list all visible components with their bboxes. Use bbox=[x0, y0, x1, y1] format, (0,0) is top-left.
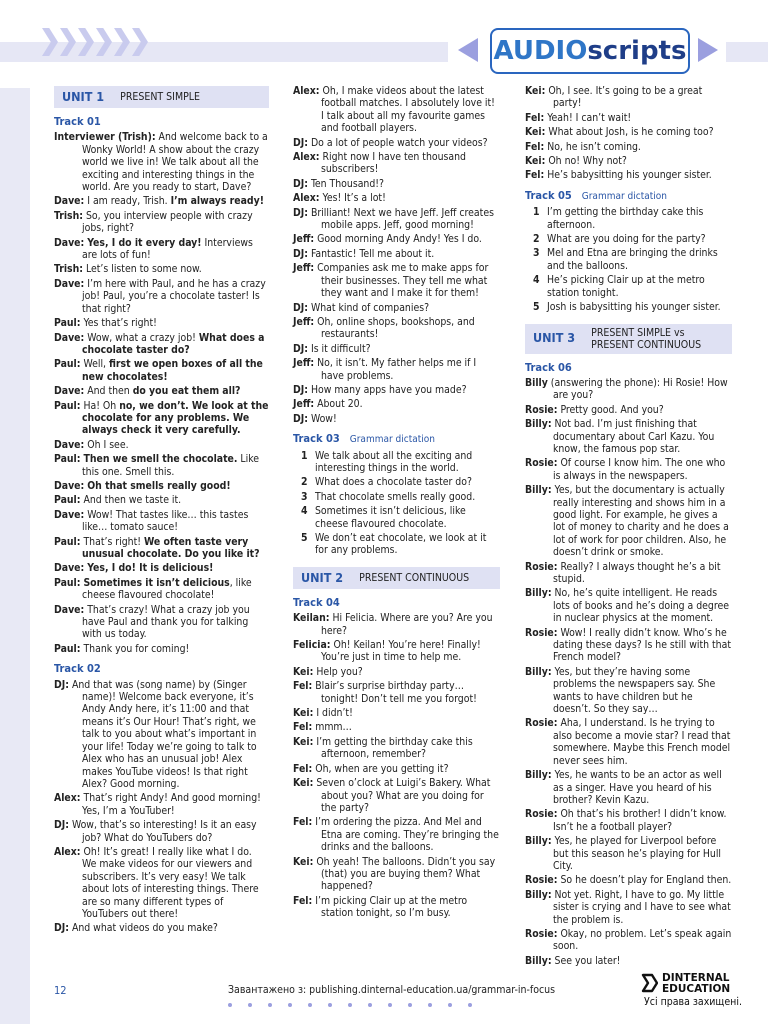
speaker-name: Billy: bbox=[525, 665, 552, 678]
speaker-name: Kei: bbox=[293, 665, 314, 678]
speaker-name: Billy: bbox=[525, 888, 552, 901]
speaker-name: Billy: bbox=[525, 769, 552, 782]
audio-word: AUDIO bbox=[493, 36, 588, 66]
dialogue-line: Fel: Yeah! I can’t wait! bbox=[525, 111, 632, 124]
item-text: Mel and Etna are bringing the drinks and the balloons. bbox=[547, 247, 718, 272]
speaker-name: Dave: bbox=[54, 385, 85, 398]
speaker-name: Paul: bbox=[54, 453, 81, 466]
logo-text bbox=[662, 973, 730, 995]
highlighted-phrase: first we open boxes of all the new chocolates! bbox=[82, 358, 263, 383]
dialogue-line: Billy: See you later! bbox=[525, 954, 621, 967]
dialogue-line: Dave: I am ready, Trish. I’m always ready! bbox=[54, 195, 264, 208]
dialogue-line: Kei: I didn’t! bbox=[293, 707, 353, 720]
track-02-transcript-continued bbox=[293, 85, 500, 425]
dictation-item bbox=[293, 505, 500, 530]
speaker-name: Billy: bbox=[525, 835, 552, 848]
speaker-name: Rosie: bbox=[525, 626, 558, 639]
dialogue-line: DJ: How many apps have you made? bbox=[293, 383, 467, 396]
dialogue-line: DJ: And what videos do you make? bbox=[54, 922, 218, 935]
dialogue-line: Billy: Not bad. I’m just finishing that documentary about Carl Kazu. You know, the famous pop star. bbox=[525, 418, 715, 455]
speaker-name: Paul: bbox=[54, 642, 81, 655]
speaker-name: DJ: bbox=[293, 342, 308, 355]
speaker-name: Felicia: bbox=[293, 639, 331, 652]
speaker-name: DJ: bbox=[293, 301, 308, 314]
speaker-name: Dave: bbox=[54, 603, 85, 616]
dialogue-line: Paul: Yes that’s right! bbox=[54, 317, 157, 330]
speaker-name: Kei: bbox=[525, 155, 546, 168]
dialogue-line: Rosie: Aha, I understand. Is he trying to also become a movie star? I read that somewhere. Maybe this French model never sees him. bbox=[525, 717, 731, 767]
speaker-name: Billy: bbox=[525, 484, 552, 497]
dialogue-line: Dave: That’s crazy! What a crazy job you have Paul and thank you for talking with us today. bbox=[54, 603, 250, 641]
speaker-name: Paul: bbox=[54, 399, 81, 412]
dialogue-line: Alex: Oh, I make videos about the latest football matches. I absolutely love it! I talk about all my favourite games and football players. bbox=[293, 85, 495, 135]
download-source: Завантажено з: publishing.dinternal-education.ua/grammar-in-focus bbox=[228, 984, 556, 996]
dialogue-line: Alex: Yes! It’s a lot! bbox=[293, 192, 386, 205]
speaker-name: Fel: bbox=[525, 169, 545, 182]
dialogue-line: Billy: Not yet. Right, I have to go. My little sister is crying and I have to see what the problem is. bbox=[525, 888, 731, 926]
speaker-name: DJ: bbox=[293, 136, 308, 149]
dialogue-line: Dave: Wow! That tastes like… this tastes like… tomato sauce! bbox=[54, 508, 249, 534]
dialogue-line: Interviewer (Trish): And welcome back to a Wonky World! A show about the crazy world we live in! We talk about all the exciting and interesting things in the world. Are you ready to start, Dave? bbox=[54, 131, 268, 194]
speaker-name: Alex: bbox=[54, 792, 81, 805]
speaker-name: Kei: bbox=[525, 85, 546, 97]
speaker-name: DJ: bbox=[293, 177, 308, 190]
speaker-name: DJ: bbox=[54, 819, 69, 832]
highlighted-phrase: I’m always ready! bbox=[170, 195, 264, 208]
speaker-name: Keilan: bbox=[293, 612, 330, 625]
dialogue-line: Dave: Oh I see. bbox=[54, 438, 129, 451]
dialogue-line: Fel: No, he isn’t coming. bbox=[525, 140, 641, 153]
item-number: 5 bbox=[301, 532, 308, 544]
speaker-name: Paul: bbox=[54, 358, 81, 371]
track-02-label: Track 02 bbox=[54, 662, 101, 676]
dialogue-line: Jeff: Oh, online shops, bookshops, and restaurants! bbox=[293, 315, 475, 341]
speaker-name: Kei: bbox=[525, 126, 546, 139]
dialogue-line: Kei: What about Josh, is he coming too? bbox=[525, 126, 714, 139]
dialogue-line: Rosie: Okay, no problem. Let’s speak again soon. bbox=[525, 927, 732, 953]
speaker-name: Rosie: bbox=[525, 927, 558, 940]
speaker-name: Billy: bbox=[525, 954, 552, 967]
speaker-name: Paul: bbox=[54, 317, 81, 330]
speaker-name: Dave: bbox=[54, 331, 85, 344]
highlighted-phrase: Yes, I do! It is delicious! bbox=[87, 562, 214, 575]
highlighted-phrase: What does a chocolate taster do? bbox=[82, 331, 265, 356]
rights-text: Усі права захищені. bbox=[644, 996, 742, 1008]
speaker-name: Billy bbox=[525, 376, 548, 389]
speaker-name: Alex: bbox=[293, 192, 320, 205]
column-1 bbox=[54, 82, 269, 937]
item-text: We don’t eat chocolate, we look at it for any problems. bbox=[315, 532, 487, 557]
item-text: What are you doing for the party? bbox=[547, 233, 706, 246]
dictation-item bbox=[293, 532, 500, 557]
dialogue-line: DJ: Wow! bbox=[293, 412, 337, 425]
logo-mark-icon bbox=[640, 973, 658, 993]
dialogue-line: Fel: I’m picking Clair up at the metro station tonight, so I’m busy. bbox=[293, 894, 468, 920]
speaker-name: Rosie: bbox=[525, 560, 558, 573]
speaker-name: Paul: bbox=[54, 535, 81, 548]
dialogue-line: Dave: Wow, what a crazy job! What does a chocolate taster do? bbox=[54, 331, 265, 356]
speaker-name: Jeff: bbox=[293, 398, 315, 411]
highlighted-phrase: Sometimes it isn’t delicious bbox=[83, 576, 230, 589]
unit-title: PRESENT CONTINUOUS bbox=[359, 571, 470, 584]
dialogue-line: Kei: Help you? bbox=[293, 665, 363, 678]
dialogue-line bbox=[54, 480, 269, 492]
speaker-name: DJ: bbox=[293, 412, 308, 425]
speaker-name: DJ: bbox=[293, 383, 308, 396]
speaker-name: DJ: bbox=[54, 922, 69, 935]
unit-title: PRESENT SIMPLE vs PRESENT CONTINUOUS bbox=[591, 326, 702, 351]
dialogue-line: Fel: Oh, when are you getting it? bbox=[293, 762, 449, 775]
dialogue-line: Fel: I’m ordering the pizza. And Mel and Etna are coming. They’re bringing the drinks and the balloons. bbox=[293, 816, 499, 854]
logo-line-1: DINTERNAL bbox=[662, 972, 730, 984]
dialogue-line: Rosie: Really? I always thought he’s a bit stupid. bbox=[525, 560, 721, 585]
item-number: 1 bbox=[533, 206, 540, 219]
unit-code: UNIT 3 bbox=[533, 330, 576, 346]
speaker-name: Dave: bbox=[54, 236, 85, 249]
item-number: 4 bbox=[533, 274, 540, 287]
track-06-label: Track 06 bbox=[525, 360, 572, 374]
dialogue-line: DJ: And that was (song name) by (Singer name)! Welcome back everyone, it’s Andy Andy here, it’s 11:00 and that means it’s Our Hour! That’s right, we talk to you about what’s important in your life! Today we’re going to talk to Alex who has an unusual job! Alex makes YouTube videos! Is that right Alex? Good morning. bbox=[54, 678, 257, 790]
track-02-transcript bbox=[54, 679, 269, 935]
speaker-name: Paul: bbox=[54, 494, 81, 507]
item-number: 3 bbox=[301, 490, 308, 503]
highlighted-phrase: Then we smell the chocolate. bbox=[83, 453, 238, 466]
dialogue-line: Paul: Thank you for coming! bbox=[54, 642, 190, 655]
speaker-name: Jeff: bbox=[293, 357, 315, 370]
speaker-name: Fel: bbox=[293, 721, 313, 734]
speaker-name: Dave: bbox=[54, 195, 85, 208]
unit-title: PRESENT SIMPLE bbox=[120, 91, 201, 103]
dialogue-line: Rosie: Wow! I really didn’t know. Who’s he dating these days? Is he still with that French model? bbox=[525, 626, 732, 664]
item-number: 2 bbox=[533, 233, 540, 246]
speaker-name: Fel: bbox=[525, 111, 545, 124]
dialogue-line: DJ: Fantastic! Tell me about it. bbox=[293, 247, 435, 260]
item-text: He’s picking Clair up at the metro station tonight. bbox=[547, 274, 705, 299]
unit-3-header bbox=[525, 324, 732, 354]
dictation-item bbox=[525, 274, 732, 299]
speaker-name: Kei: bbox=[293, 777, 314, 790]
dialogue-line: Paul: Well, first we open boxes of all the new chocolates! bbox=[54, 358, 263, 383]
dialogue-line: Rosie: So he doesn’t play for England then. bbox=[525, 874, 732, 887]
dialogue-line: Jeff: No, it isn’t. My father helps me if I have problems. bbox=[293, 357, 477, 382]
dialogue-line: Kei: Oh, I see. It’s going to be a great party! bbox=[525, 85, 703, 110]
track-05-dictation-list bbox=[525, 206, 732, 313]
dialogue-line: DJ: Brilliant! Next we have Jeff. Jeff creates mobile apps. Jeff, good morning! bbox=[293, 206, 494, 232]
dialogue-line: Billy: Yes, but they’re having some problems the newspapers say. She wants to have children but he doesn’t. So they say… bbox=[525, 665, 716, 716]
track-03-label: Track 03 bbox=[293, 432, 340, 446]
speaker-name: Billy: bbox=[525, 418, 552, 431]
speaker-name: Dave: bbox=[54, 508, 85, 521]
speaker-name: DJ: bbox=[54, 678, 69, 691]
speaker-name: Fel: bbox=[293, 816, 313, 829]
dictation-item bbox=[525, 233, 732, 245]
highlighted-phrase: We often taste very unusual chocolate. Do you like it? bbox=[82, 535, 260, 560]
dialogue-line: Fel: He’s babysitting his younger sister. bbox=[525, 169, 712, 182]
speaker-name: Rosie: bbox=[525, 874, 558, 887]
speaker-name: Fel: bbox=[293, 762, 313, 775]
dictation-item bbox=[293, 491, 500, 503]
speaker-name: Alex: bbox=[54, 845, 81, 858]
unit-code: UNIT 2 bbox=[301, 569, 344, 585]
dialogue-line: Paul: That’s right! We often taste very unusual chocolate. Do you like it? bbox=[54, 535, 260, 560]
speaker-name: Trish: bbox=[54, 263, 84, 276]
speaker-name: Jeff: bbox=[293, 315, 315, 328]
dialogue-line: Rosie: Oh that’s his brother! I didn’t know. Isn’t he a football player? bbox=[525, 808, 727, 833]
chevrons-icon bbox=[42, 28, 148, 56]
item-text: We talk about all the exciting and interesting things in the world. bbox=[315, 449, 473, 474]
speaker-name: Kei: bbox=[293, 855, 314, 868]
track-05-label: Track 05 bbox=[525, 188, 572, 202]
dialogue-line: Trish: So, you interview people with crazy jobs, right? bbox=[54, 209, 253, 235]
triangle-left-icon bbox=[458, 38, 478, 62]
track-06-transcript bbox=[525, 377, 732, 967]
item-text: What does a chocolate taster do? bbox=[315, 476, 472, 489]
dialogue-line: Rosie: Pretty good. And you? bbox=[525, 403, 664, 416]
speaker-name: Rosie: bbox=[525, 808, 558, 821]
speaker-name: Dave: bbox=[54, 562, 85, 575]
speaker-name: DJ: bbox=[293, 247, 308, 260]
speaker-name: Fel: bbox=[525, 140, 545, 153]
dialogue-line: Alex: Oh! It’s great! I really like what I do. We make videos for our viewers and subscribers. It’s very easy! We talk about lots of interesting things. There are so many different types of YouTubers out there! bbox=[54, 845, 259, 920]
track-04-transcript bbox=[293, 612, 500, 919]
speaker-name: Trish: bbox=[54, 209, 84, 222]
dialogue-line: Paul: Ha! Oh no, we don’t. We look at the chocolate for any problems. We always check it very carefully. bbox=[54, 399, 269, 437]
track-05-header bbox=[525, 190, 732, 203]
dialogue-line: Jeff: Good morning Andy Andy! Yes I do. bbox=[293, 233, 482, 246]
item-number: 1 bbox=[301, 449, 308, 462]
dialogue-line: Keilan: Hi Felicia. Where are you? Are you here? bbox=[293, 612, 493, 637]
dialogue-line: Dave: And then do you eat them all? bbox=[54, 385, 241, 398]
dialogue-line: Billy: No, he’s quite intelligent. He reads lots of books and he’s doing a degree in nuclear physics at the moment. bbox=[525, 587, 729, 625]
highlighted-phrase: no, we don’t. We look at the chocolate for any problems. We always check it very carefully. bbox=[82, 399, 269, 437]
audioscripts-title bbox=[490, 28, 690, 74]
speaker-name: Paul: bbox=[54, 576, 81, 589]
triangle-right-icon bbox=[698, 38, 718, 62]
speaker-name: Alex: bbox=[293, 85, 320, 97]
item-text: Josh is babysitting his younger sister. bbox=[547, 301, 721, 314]
unit-1-header bbox=[54, 86, 269, 108]
speaker-name: Kei: bbox=[293, 707, 314, 720]
dialogue-line: Kei: Seven o’clock at Luigi’s Bakery. What about you? What are you doing for the party? bbox=[293, 777, 491, 814]
dialogue-line: DJ: Do a lot of people watch your videos? bbox=[293, 136, 488, 149]
dialogue-line: Alex: That’s right Andy! And good morning! Yes, I’m a YouTuber! bbox=[54, 792, 261, 817]
speaker-name: Rosie: bbox=[525, 457, 558, 470]
highlighted-phrase: do you eat them all? bbox=[132, 385, 241, 398]
item-text: Sometimes it isn’t delicious, like cheese flavoured chocolate. bbox=[315, 505, 466, 530]
dialogue-line: DJ: What kind of companies? bbox=[293, 301, 430, 314]
dialogue-line: Paul: And then we taste it. bbox=[54, 494, 182, 507]
speaker-name: Interviewer (Trish): bbox=[54, 131, 156, 144]
dictation-item bbox=[293, 450, 500, 475]
dialogue-line: Paul: Sometimes it isn’t delicious, like cheese flavoured chocolate! bbox=[54, 576, 252, 602]
page-number: 12 bbox=[54, 984, 67, 997]
speaker-name: DJ: bbox=[293, 206, 308, 219]
speaker-name: Fel: bbox=[293, 680, 313, 693]
dictation-item bbox=[293, 476, 500, 488]
item-number: 4 bbox=[301, 505, 308, 518]
highlighted-phrase: Yes, I do it every day! bbox=[87, 236, 202, 249]
track-03-header bbox=[293, 433, 500, 446]
footer-dots bbox=[228, 1003, 472, 1007]
header-band-right bbox=[726, 42, 768, 62]
dialogue-line: Billy: Yes, but the documentary is actually really interesting and shows him in a good light. For example, he gives a lot of money to charity and he does a lot of work for poor children. Also, he doesn’t drink or smoke. bbox=[525, 484, 729, 559]
dialogue-line: Trish: Let’s listen to some now. bbox=[54, 263, 202, 276]
logo-line-2: EDUCATION bbox=[662, 983, 731, 995]
speaker-name: Dave: bbox=[54, 277, 85, 290]
speaker-name: Dave: bbox=[54, 438, 85, 451]
dialogue-line: Jeff: Companies ask me to make apps for their businesses. They tell me what they want and I make it for them! bbox=[293, 262, 489, 300]
dialogue-line: Billy: Yes, he played for Liverpool before but this season he’s playing for Hull City. bbox=[525, 835, 722, 872]
speaker-name: Dave: bbox=[54, 479, 85, 492]
dialogue-line: Dave: I’m here with Paul, and he has a crazy job! Paul, you’re a chocolate taster! Is that right? bbox=[54, 277, 266, 315]
dialogue-line: DJ: Wow, that’s so interesting! Is it an easy job? What do YouTubers do? bbox=[54, 819, 257, 844]
dictation-item bbox=[525, 301, 732, 313]
item-number: 3 bbox=[533, 247, 540, 260]
speaker-name: Alex: bbox=[293, 151, 320, 164]
dialogue-line: Billy: Yes, he wants to be an actor as well as a singer. Have you heard of his brother? Kevin Kazu. bbox=[525, 769, 722, 806]
dialogue-line: Kei: I’m getting the birthday cake this afternoon, remember? bbox=[293, 735, 473, 761]
unit-2-header bbox=[293, 567, 500, 589]
dialogue-line: DJ: Is it difficult? bbox=[293, 342, 371, 355]
speaker-name: Jeff: bbox=[293, 233, 315, 246]
dialogue-line: Rosie: Of course I know him. The one who is always in the newspapers. bbox=[525, 457, 726, 482]
dictation-item bbox=[525, 206, 732, 231]
speaker-name: Billy: bbox=[525, 587, 552, 600]
dialogue-line: DJ: Ten Thousand!? bbox=[293, 177, 384, 190]
item-number: 5 bbox=[533, 301, 540, 314]
column-2 bbox=[293, 85, 500, 922]
speaker-name: Jeff: bbox=[293, 262, 315, 275]
item-number: 2 bbox=[301, 476, 308, 489]
speaker-name: Rosie: bbox=[525, 717, 558, 730]
dialogue-line bbox=[54, 562, 269, 574]
track-04-transcript-continued bbox=[525, 85, 732, 182]
speaker-name: Fel: bbox=[293, 894, 313, 907]
track-03-subtitle: Grammar dictation bbox=[349, 434, 435, 446]
scripts-word: scripts bbox=[587, 36, 687, 66]
dinternal-logo bbox=[640, 972, 742, 1008]
dictation-item bbox=[525, 247, 732, 272]
dialogue-line: Felicia: Oh! Keilan! You’re here! Finally! You’re just in time to help me. bbox=[293, 639, 481, 664]
dialogue-line: Fel: mmm… bbox=[293, 721, 352, 734]
dialogue-line: Billy (answering the phone): Hi Rosie! How are you? bbox=[525, 376, 728, 402]
dialogue-line: Alex: Right now I have ten thousand subscribers! bbox=[293, 151, 466, 176]
track-03-dictation-list bbox=[293, 450, 500, 557]
dialogue-line: Paul: Then we smell the chocolate. Like this one. Smell this. bbox=[54, 453, 260, 478]
unit-code: UNIT 1 bbox=[62, 88, 105, 104]
speaker-name: Rosie: bbox=[525, 403, 558, 416]
item-text: That chocolate smells really good. bbox=[315, 490, 476, 503]
dialogue-line: Jeff: About 20. bbox=[293, 398, 363, 411]
track-04-label: Track 04 bbox=[293, 595, 340, 609]
track-05-subtitle: Grammar dictation bbox=[581, 190, 667, 202]
dialogue-line: Dave: Yes, I do it every day! Interviews are lots of fun! bbox=[54, 236, 253, 262]
track-01-label: Track 01 bbox=[54, 115, 101, 128]
track-01-transcript bbox=[54, 131, 269, 655]
speaker-name: Kei: bbox=[293, 735, 314, 748]
dialogue-line: Fel: Blair’s surprise birthday party… tonight! Don’t tell me you forgot! bbox=[293, 680, 477, 705]
column-3 bbox=[525, 85, 732, 969]
header-band bbox=[0, 0, 768, 66]
item-text: I’m getting the birthday cake this afternoon. bbox=[547, 206, 704, 231]
left-margin-stripe bbox=[0, 88, 30, 1024]
dialogue-line: Kei: Oh no! Why not? bbox=[525, 155, 627, 168]
highlighted-phrase: Oh that smells really good! bbox=[87, 479, 231, 492]
dialogue-line: Kei: Oh yeah! The balloons. Didn’t you say (that) you are buying them? What happened? bbox=[293, 855, 496, 893]
